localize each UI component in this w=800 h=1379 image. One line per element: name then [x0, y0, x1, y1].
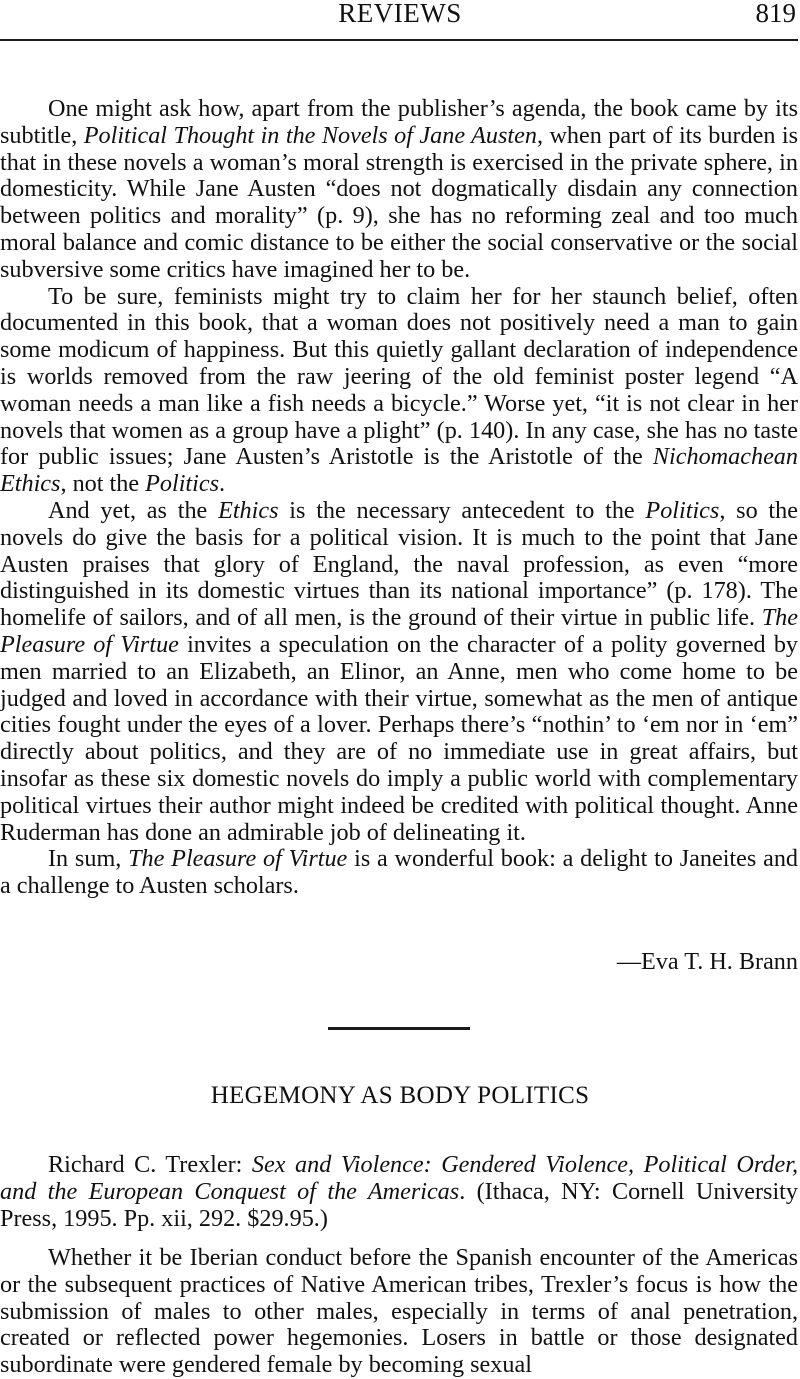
review-two-body: [0, 1245, 798, 1379]
body-text: In sum,: [48, 845, 129, 873]
section-divider: [328, 1027, 470, 1030]
body-text: To be sure, feminists might try to claim her for her staunch belief, often documented in this book, that a woman does not positively need a man to gain some modicum of happiness. But this quietly gallant declaration of independence is worlds removed from the raw jeering of the old feminist poster legend “A woman needs a man like a fish needs a bicycle.” Worse yet, “it is not clear in her novels that women as a group have a plight” (p. 140). In any case, she has no taste for public issues; Jane Austen’s Aristotle is the Aristotle of the: [0, 282, 798, 471]
italic-title-text: Politics: [645, 496, 720, 524]
body-text: , so the novels do give the basis for a political vision. It is much to the point that Jane Austen praises that glory of England, the naval profession, as even “more distinguished in its domestic virtues than its national importance” (p. 178). The homelife of sailors, and of all men, is the ground of their virtue in public life.: [0, 496, 798, 632]
reviewer-signature: —Eva T. H. Brann: [616, 948, 798, 975]
review-two-paragraph: [0, 1245, 798, 1379]
body-text: is a wonderful book: a delight to Janeites and a challenge to Austen scholars.: [0, 845, 799, 900]
italic-title-text: The Pleasure of Virtue: [0, 604, 798, 658]
body-text: Richard C. Trexler:: [48, 1151, 252, 1178]
body-text: , not the: [60, 470, 146, 498]
review-one-paragraph: [0, 846, 798, 900]
header-rule: [0, 39, 798, 41]
running-head-section: REVIEWS: [338, 0, 462, 28]
body-text: .: [219, 470, 226, 498]
body-text: . (Ithaca, NY: Cornell University Press, 1995. Pp. xii, 292. $29.95.): [0, 1177, 798, 1232]
body-text: One might ask how, apart from the publisher’s agenda, the book came by its subtitle,: [0, 95, 798, 149]
italic-title-text: Ethics: [218, 496, 279, 524]
italic-title-text: Nichomachean Ethics: [0, 443, 798, 498]
page-number: 819: [755, 0, 796, 28]
body-text: , when part of its burden is that in these novels a woman’s moral strength is exercised in the private sphere, in domesticity. While Jane Austen “does not dogmatically disdain any connection between politics and morality” (p. 9), she has no reforming zeal and too much moral balance and comic distance to be either the social conservative or the social subversive some critics have imagined her to be.: [0, 121, 799, 283]
running-head: [0, 0, 800, 30]
body-text: invites a speculation on the character of a polity governed by men married to an Elizabeth, an Elinor, an Anne, men who come home to be judged and loved in accordance with their virtue, somewhat as the men of antique cities fought under the eyes of a lover. Perhaps there’s “nothin’ to ‘em nor in ‘em” directly about politics, and they are of no immediate use in great affairs, but insofar as these six domestic novels do imply a public world with complementary political virtues their author might indeed be credited with political thought. Anne Ruderman has done an admirable job of delineating it.: [0, 630, 799, 846]
review-one-paragraph: [0, 498, 798, 846]
review-title: HEGEMONY AS BODY POLITICS: [210, 1082, 590, 1109]
review-one-body: [0, 96, 798, 900]
italic-title-text: Political Thought in the Novels of Jane Austen: [83, 121, 537, 149]
italic-title-text: The Pleasure of Virtue: [128, 845, 348, 873]
body-text: And yet, as the: [48, 496, 219, 524]
review-one-paragraph: [0, 96, 798, 284]
book-citation: [0, 1152, 798, 1232]
italic-title-text: Sex and Violence: Gendered Violence, Political Order, and the European Conquest of the Americas: [0, 1151, 798, 1205]
body-text: is the necessary antecedent to the: [278, 496, 646, 524]
italic-title-text: Politics: [145, 470, 220, 498]
body-text: Whether it be Iberian conduct before the Spanish encounter of the Americas or the subsequent practices of Native American tribes, Trexler’s focus is how the submission of males to other males, especially in terms of anal penetration, created or reflected power hegemonies. Losers in battle or those designated subordinate were gendered female by becoming sexual: [0, 1244, 798, 1379]
review-two-citation: [0, 1152, 798, 1232]
review-one-paragraph: [0, 284, 798, 498]
